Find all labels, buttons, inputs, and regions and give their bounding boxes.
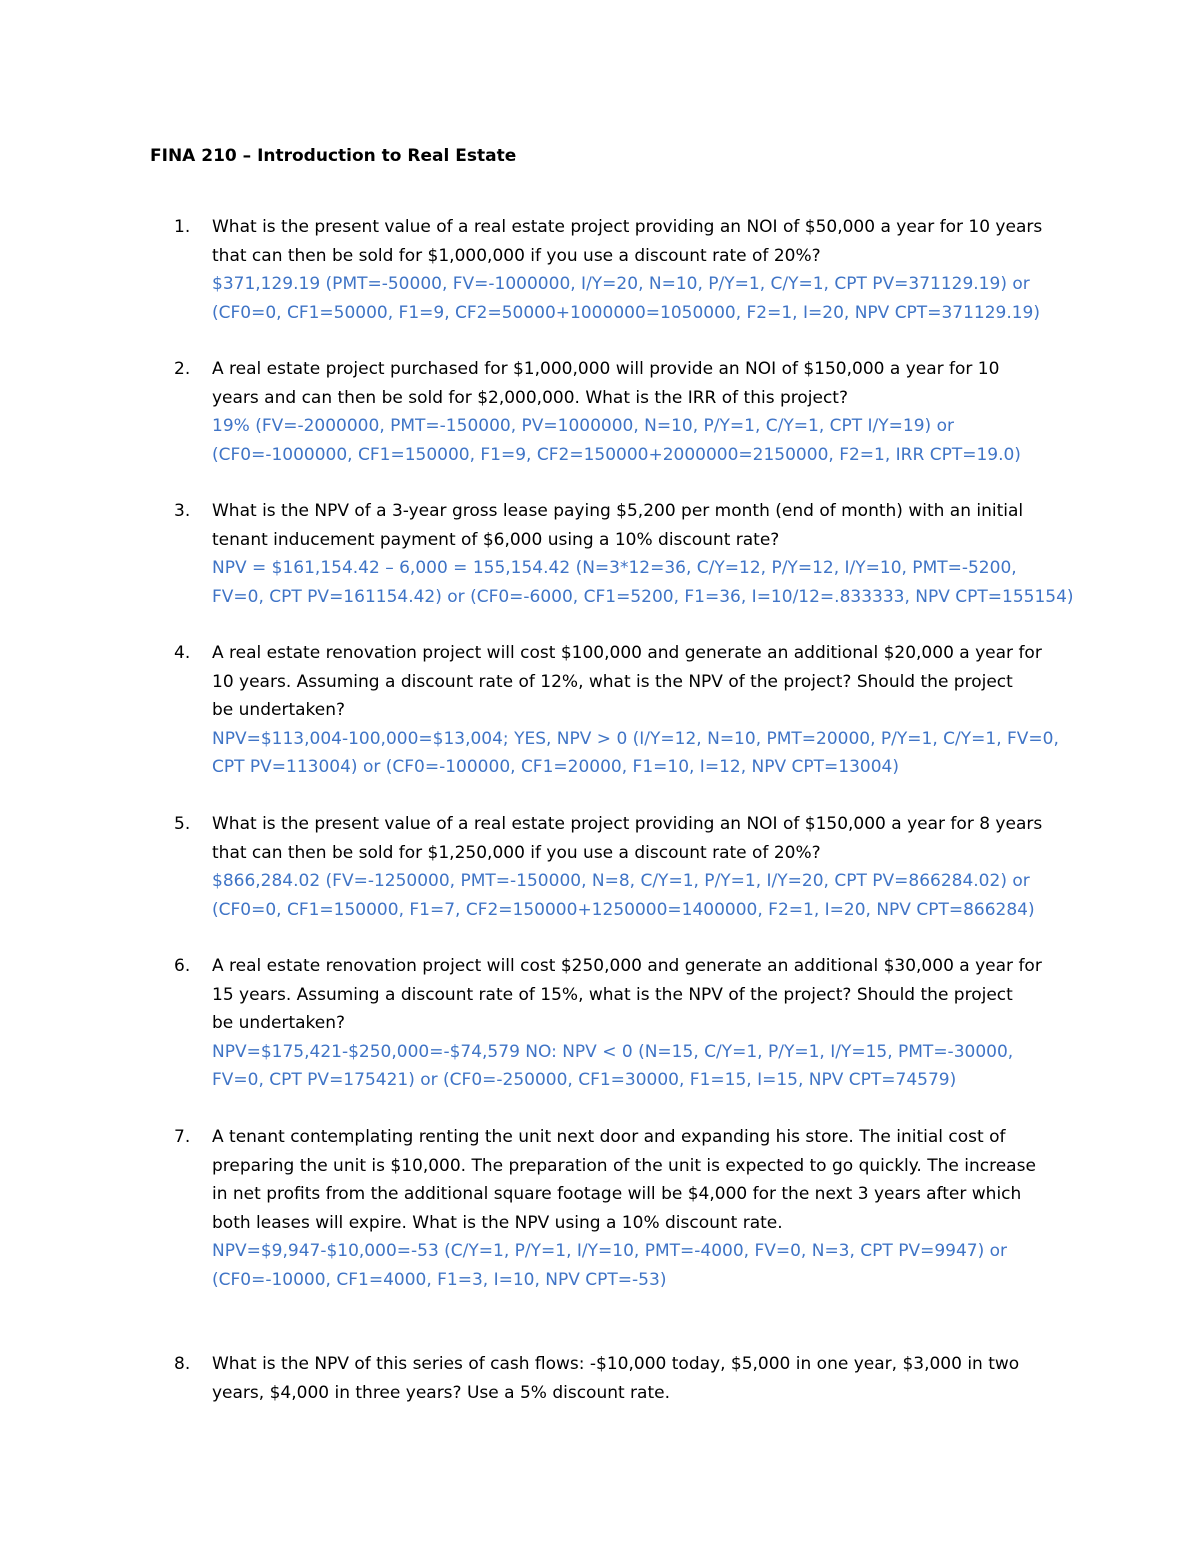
question-text-line: 10 years. Assuming a discount rate of 12%, what is the NPV of the project? Should the project xyxy=(212,671,1013,692)
answer-line: (CF0=0, CF1=150000, F1=7, CF2=150000+1250000=1400000, F2=1, I=20, NPV CPT=866284) xyxy=(212,899,1035,920)
question-text-line: in net profits from the additional square footage will be $4,000 for the next 3 years after which xyxy=(212,1184,1022,1204)
answer-line: $371,129.19 (PMT=-50000, FV=-1000000, I/Y=20, N=10, P/Y=1, C/Y=1, CPT PV=371129.19) or xyxy=(212,274,1030,294)
answer-line: (CF0=-1000000, CF1=150000, F1=9, CF2=150000+2000000=2150000, F2=1, IRR CPT=19.0) xyxy=(212,444,1021,465)
question-text-line: be undertaken? xyxy=(212,1013,346,1033)
question-text-line: A real estate renovation project will cost $250,000 and generate an additional $30,000 a year for xyxy=(212,956,1042,976)
question-number: 5. xyxy=(174,814,191,834)
question-body xyxy=(212,952,1072,1095)
answer-line: 19% (FV=-2000000, PMT=-150000, PV=1000000, N=10, P/Y=1, C/Y=1, CPT I/Y=19) or xyxy=(212,416,954,436)
answer-line: CPT PV=113004) or (CF0=-100000, CF1=20000, F1=10, I=12, NPV CPT=13004) xyxy=(212,757,899,777)
question-text-line: be undertaken? xyxy=(212,700,346,720)
question-text-line: A real estate renovation project will cost $100,000 and generate an additional $20,000 a year for xyxy=(212,643,1042,663)
question-number: 4. xyxy=(174,643,191,663)
question-body xyxy=(212,213,1072,327)
answer-line: NPV=$175,421-$250,000=-$74,579 NO: NPV < 0 (N=15, C/Y=1, P/Y=1, I/Y=15, PMT=-30000, xyxy=(212,1041,1014,1062)
question-number: 7. xyxy=(174,1127,191,1147)
question-text-line: What is the present value of a real estate project providing an NOI of $150,000 a year for 8 years xyxy=(212,814,1043,834)
answer-line: (CF0=-10000, CF1=4000, F1=3, I=10, NPV CPT=-53) xyxy=(212,1269,667,1290)
answer-line: FV=0, CPT PV=175421) or (CF0=-250000, CF1=30000, F1=15, I=15, NPV CPT=74579) xyxy=(212,1070,957,1090)
question-body xyxy=(212,810,1072,924)
question-text-line: years, $4,000 in three years? Use a 5% discount rate. xyxy=(212,1382,670,1403)
question-text-line: years and can then be sold for $2,000,000. What is the IRR of this project? xyxy=(212,387,848,408)
question-body xyxy=(212,1123,1072,1294)
answer-line: $866,284.02 (FV=-1250000, PMT=-150000, N=8, C/Y=1, P/Y=1, I/Y=20, CPT PV=866284.02) or xyxy=(212,871,1030,891)
question-text-line: that can then be sold for $1,250,000 if you use a discount rate of 20%? xyxy=(212,842,821,863)
question-text-line: What is the NPV of a 3-year gross lease paying $5,200 per month (end of month) with an initial xyxy=(212,501,1024,521)
page-title: FINA 210 – Introduction to Real Estate xyxy=(150,146,517,166)
question-text-line: A real estate project purchased for $1,000,000 will provide an NOI of $150,000 a year for 10 xyxy=(212,359,1000,379)
question-text-line: that can then be sold for $1,000,000 if you use a discount rate of 20%? xyxy=(212,245,821,266)
question-body xyxy=(212,355,1072,469)
question-text-line: preparing the unit is $10,000. The preparation of the unit is expected to go quickly. The increase xyxy=(212,1155,1036,1176)
question-text-line: 15 years. Assuming a discount rate of 15%, what is the NPV of the project? Should the project xyxy=(212,984,1013,1005)
answer-line: NPV=$9,947-$10,000=-53 (C/Y=1, P/Y=1, I/Y=10, PMT=-4000, FV=0, N=3, CPT PV=9947) or xyxy=(212,1241,1008,1261)
question-body xyxy=(212,497,1072,611)
answer-line: NPV = $161,154.42 – 6,000 = 155,154.42 (N=3*12=36, C/Y=12, P/Y=12, I/Y=10, PMT=-5200, xyxy=(212,558,1017,578)
question-number: 3. xyxy=(174,501,191,521)
answer-line: FV=0, CPT PV=161154.42) or (CF0=-6000, CF1=5200, F1=36, I=10/12=.833333, NPV CPT=155154) xyxy=(212,586,1074,607)
question-text-line: What is the NPV of this series of cash flows: -$10,000 today, $5,000 in one year, $3,000 in two xyxy=(212,1354,1020,1374)
question-body xyxy=(212,1350,1072,1407)
question-text-line: tenant inducement payment of $6,000 using a 10% discount rate? xyxy=(212,529,780,550)
question-text-line: What is the present value of a real estate project providing an NOI of $50,000 a year for 10 years xyxy=(212,217,1043,237)
question-text-line: A tenant contemplating renting the unit next door and expanding his store. The initial cost of xyxy=(212,1127,1006,1147)
answer-line: NPV=$113,004-100,000=$13,004; YES, NPV > 0 (I/Y=12, N=10, PMT=20000, P/Y=1, C/Y=1, FV=0, xyxy=(212,728,1059,749)
question-number: 6. xyxy=(174,956,191,976)
question-number: 8. xyxy=(174,1354,191,1374)
question-number: 1. xyxy=(174,217,191,237)
question-number: 2. xyxy=(174,359,191,379)
question-text-line: both leases will expire. What is the NPV using a 10% discount rate. xyxy=(212,1212,783,1233)
answer-line: (CF0=0, CF1=50000, F1=9, CF2=50000+1000000=1050000, F2=1, I=20, NPV CPT=371129.19) xyxy=(212,302,1041,323)
question-body xyxy=(212,639,1072,782)
